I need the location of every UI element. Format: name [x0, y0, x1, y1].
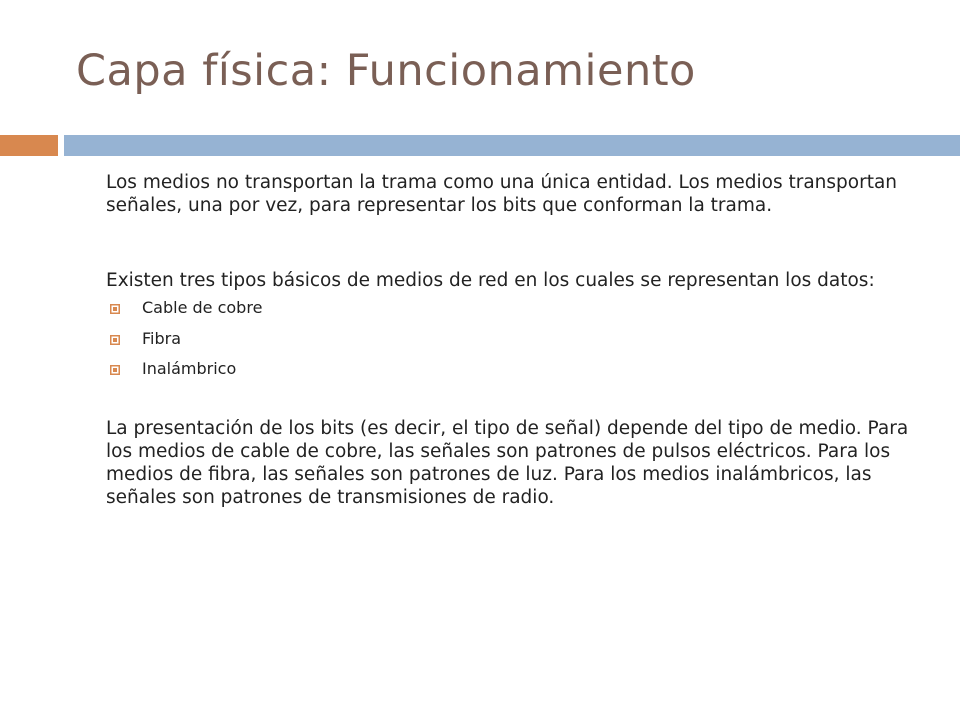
slide-title: Capa física: Funcionamiento	[76, 46, 696, 96]
media-types-list	[106, 298, 916, 379]
paragraph-signal-representation: La presentación de los bits (es decir, el tipo de señal) depende del tipo de medio. Para los medios de cable de cobre, las señales son patrones de pulsos eléctricos. Para los medios de fibra, las señales son patrones de luz. Para los medios inalámbricos, las señales son patrones de transmisiones de radio.	[106, 418, 909, 508]
list-item-fiber	[106, 329, 916, 349]
title-accent-bar	[0, 135, 58, 156]
slide-body	[106, 171, 916, 509]
square-bullet-icon	[110, 365, 120, 375]
list-item-label: Inalámbrico	[142, 359, 237, 378]
square-bullet-icon	[110, 304, 120, 314]
list-item-label: Fibra	[142, 328, 182, 348]
square-bullet-icon	[110, 335, 120, 345]
paragraph-frames: Los medios no transportan la trama como una única entidad. Los medios transportan señales, una por vez, para representar los bits que conforman la trama.	[106, 172, 898, 216]
paragraph-media-types: Existen tres tipos básicos de medios de red en los cuales se representan los datos:	[106, 270, 875, 291]
list-item-copper	[106, 298, 916, 318]
list-item-wireless	[106, 359, 916, 379]
list-item-label: Cable de cobre	[142, 298, 263, 317]
title-divider-bar	[64, 135, 960, 156]
